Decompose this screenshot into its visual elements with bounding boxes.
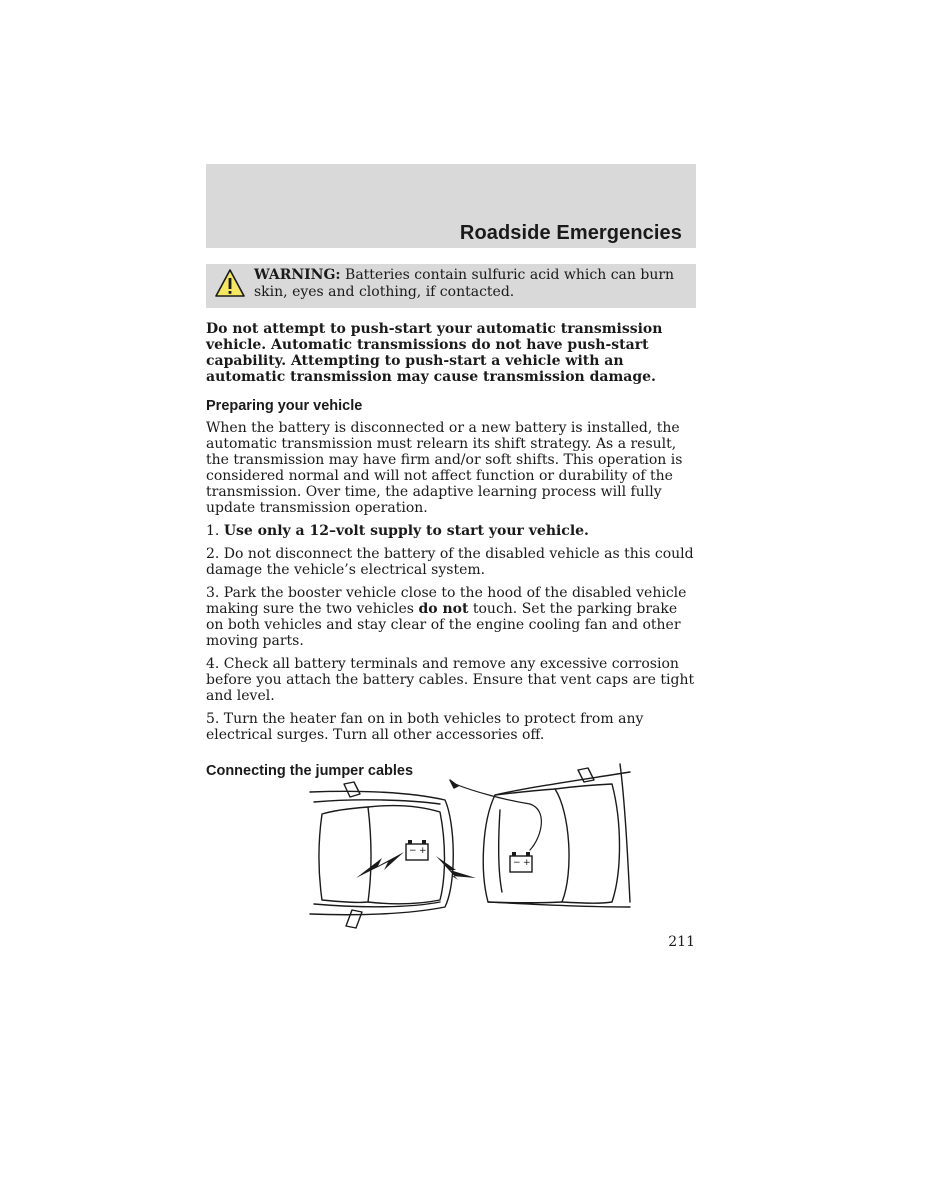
step-3 [206, 585, 698, 649]
page-number: 211 [668, 934, 695, 950]
section-title: Roadside Emergencies [459, 222, 682, 244]
warning-triangle-icon [214, 267, 246, 299]
battery-plus-label: + [419, 846, 427, 856]
warning-box [206, 264, 696, 308]
warning-body: Batteries contain sulfuric acid which can burn skin, eyes and clothing, if contacted. [254, 267, 675, 300]
jumper-cables-illustration [300, 762, 640, 930]
booster-battery-icon [510, 852, 532, 872]
step-2: 2. Do not disconnect the battery of the disabled vehicle as this could damage the vehicle’s electrical system. [206, 546, 694, 578]
step-3-part-a: 3. Park the booster vehicle close to the hood of the disabled vehicle making sure the two vehicles [206, 585, 687, 617]
section-header-banner [206, 164, 696, 248]
booster-vehicle-outline [483, 764, 630, 907]
step-5: 5. Turn the heater fan on in both vehicles to protect from any electrical surges. Turn all other accessories off. [206, 711, 644, 743]
lightning-bolt-icon [356, 852, 404, 878]
step-3-emphasis: do not [418, 601, 469, 617]
push-start-notice: Do not attempt to push-start your automatic transmission vehicle. Automatic transmissions do not have push-start capability. Attempting to push-start a vehicle with an automatic transmission may cause transmission damage. [206, 321, 663, 385]
lightning-bolt-icon [436, 856, 476, 880]
disabled-battery-icon [406, 840, 428, 860]
step-1 [206, 523, 698, 539]
cable-clamp-icon [450, 780, 458, 788]
warning-label: WARNING: [254, 267, 341, 283]
step-1-number: 1. [206, 523, 220, 539]
step-3-part-b: touch. Set the parking brake on both vehicles and stay clear of the engine cooling fan and other moving parts. [206, 601, 681, 649]
booster-battery-plus-label: + [523, 858, 531, 868]
heading-connecting-cables: Connecting the jumper cables [206, 763, 414, 779]
disabled-vehicle-outline [310, 782, 453, 928]
battery-minus-label: − [409, 846, 417, 856]
main-content [206, 321, 698, 785]
preparing-intro: When the battery is disconnected or a new battery is installed, the automatic transmission must relearn its shift strategy. As a result, the transmission may have firm and/or soft shifts. This operation is considered normal and will not affect function or durability of the transmission. Over time, the adaptive learning process will fully update transmission operation. [206, 420, 683, 516]
booster-battery-minus-label: − [513, 858, 521, 868]
warning-text [254, 267, 692, 301]
step-4: 4. Check all battery terminals and remove any excessive corrosion before you attach the battery cables. Ensure that vent caps are tight and level. [206, 656, 695, 704]
heading-preparing-vehicle: Preparing your vehicle [206, 398, 363, 414]
step-1-text: Use only a 12–volt supply to start your vehicle. [223, 523, 589, 539]
